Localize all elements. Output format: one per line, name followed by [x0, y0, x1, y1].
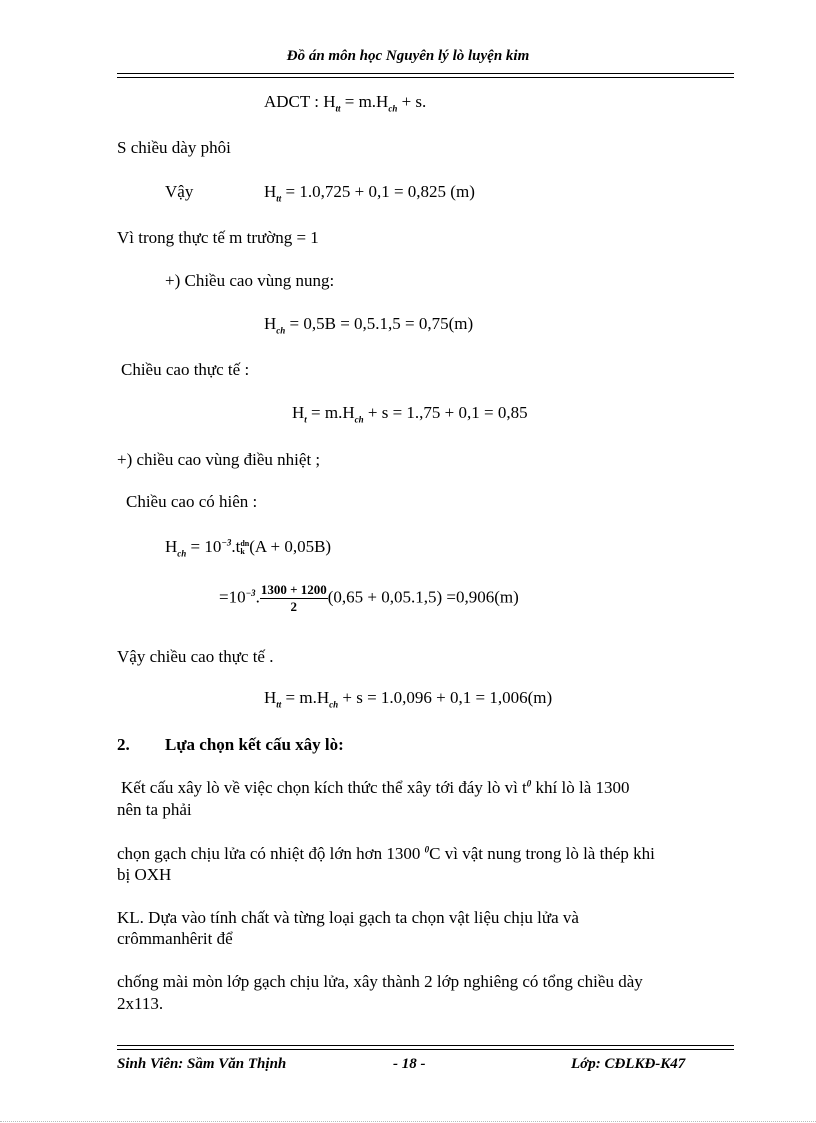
vay-thucte-line: Vậy chiều cao thực tế .: [117, 647, 274, 666]
paragraph-2-line-2: bị OXH: [117, 865, 172, 884]
adct-formula: [264, 92, 426, 112]
f1-mid: = 10: [186, 537, 222, 556]
p2a: chọn gạch chịu lửa có nhiệt độ lớn hơn 1300: [117, 844, 425, 863]
f3-sub2: ch: [329, 699, 339, 710]
f3-h: H: [264, 688, 277, 707]
p1b: khí lò là 1300: [531, 778, 630, 797]
cohien-calc: [219, 582, 519, 615]
section-title: Lựa chọn kết cấu xây lò:: [165, 735, 344, 754]
f2-dot: .: [255, 587, 260, 607]
adct-label: ADCT : H: [264, 92, 336, 111]
hch-eq: = 0,5B = 0,5.1,5 = 0,75(m): [285, 314, 474, 333]
page-header-title: Đồ án môn học Nguyên lý lò luyện kim: [286, 48, 530, 64]
vay-h: H: [264, 182, 277, 201]
adct-sub2: ch: [388, 103, 398, 114]
f2-start: =10: [219, 587, 246, 607]
fraction: [260, 582, 328, 615]
ht-h: H: [292, 403, 305, 422]
f1-tsub: k: [240, 547, 245, 557]
f3-sub: tt: [276, 699, 282, 710]
final-formula: [264, 688, 552, 708]
vung-nung-heading: +) Chiều cao vùng nung:: [165, 271, 335, 290]
ht-formula: [292, 403, 528, 423]
footer-page-number: - 18 -: [393, 1056, 426, 1072]
paragraph-4-line-2: 2x113.: [117, 994, 164, 1013]
f1-exp: −3: [221, 537, 232, 548]
f3-end: + s = 1.0,096 + 0,1 = 1,006(m): [338, 688, 553, 707]
vay-label: Vậy: [165, 182, 194, 201]
footer-rule-top: [117, 1045, 734, 1046]
paragraph-4-line-1: chống mài mòn lớp gạch chịu lửa, xây thành 2 lớp nghiêng có tổng chiều dày: [117, 972, 643, 991]
hch-h: H: [264, 314, 277, 333]
ht-end: + s = 1.,75 + 0,1 = 0,85: [363, 403, 528, 422]
section-number: 2.: [117, 735, 130, 754]
vay-formula: [264, 182, 475, 202]
footer-class: Lớp: CĐLKĐ-K47: [571, 1056, 686, 1072]
thucte-label: Chiều cao thực tế :: [121, 360, 250, 379]
adct-mid: = m.H: [340, 92, 389, 111]
f1-tsup: dn: [240, 539, 250, 549]
f2-exp: −3: [245, 587, 256, 598]
f2-end: (0,65 + 0,05.1,5) =0,906(m): [327, 587, 519, 607]
adct-sub1: tt: [335, 103, 341, 114]
vay-sub: tt: [276, 193, 282, 204]
f1-t: .t: [231, 537, 241, 556]
adct-end: + s.: [397, 92, 427, 111]
vi-line: Vì trong thực tế m trường = 1: [117, 228, 319, 247]
f1-h: H: [165, 537, 178, 556]
p2b: C vì vật nung trong lò là thép khi: [429, 844, 655, 863]
p1-sup: 0: [526, 778, 532, 789]
f3-mid: = m.H: [281, 688, 330, 707]
cohien-label: Chiều cao có hiên :: [126, 492, 258, 511]
f1-end: (A + 0,05B): [249, 537, 332, 556]
p2-sup: 0: [424, 844, 430, 855]
hch-sub: ch: [276, 325, 286, 336]
ht-sub2: ch: [354, 414, 364, 425]
s-line: S chiều dày phôi: [117, 138, 231, 157]
footer-student: Sinh Viên: Sầm Văn Thịnh: [117, 1056, 287, 1072]
fraction-denominator: 2: [290, 599, 298, 614]
paragraph-1-line-2: nên ta phải: [117, 800, 192, 819]
page-bottom-dotted-edge: [0, 1121, 816, 1122]
paragraph-3-line-1: KL. Dựa vào tính chất và từng loại gạch ta chọn vật liệu chịu lửa và: [117, 908, 579, 927]
cohien-formula: [165, 537, 331, 557]
paragraph-1-line-1: [121, 778, 630, 798]
header-rule-top: [117, 73, 734, 74]
fraction-numerator: 1300 + 1200: [260, 582, 327, 597]
footer-rule-bottom: [117, 1049, 734, 1050]
vay-eq: = 1.0,725 + 0,1 = 0,825 (m): [281, 182, 475, 201]
dieu-nhiet-heading: +) chiều cao vùng điều nhiệt ;: [117, 450, 321, 469]
hch-formula: [264, 314, 473, 334]
header-rule-bottom: [117, 77, 734, 78]
ht-mid: = m.H: [306, 403, 355, 422]
f1-sub: ch: [177, 548, 187, 559]
ht-sub: t: [304, 414, 307, 425]
p1a: Kết cấu xây lò về việc chọn kích thức thể xây tới đáy lò vì t: [121, 778, 527, 797]
paragraph-3-line-2: crômmanhêrit để: [117, 929, 233, 948]
paragraph-2-line-1: [117, 844, 655, 864]
